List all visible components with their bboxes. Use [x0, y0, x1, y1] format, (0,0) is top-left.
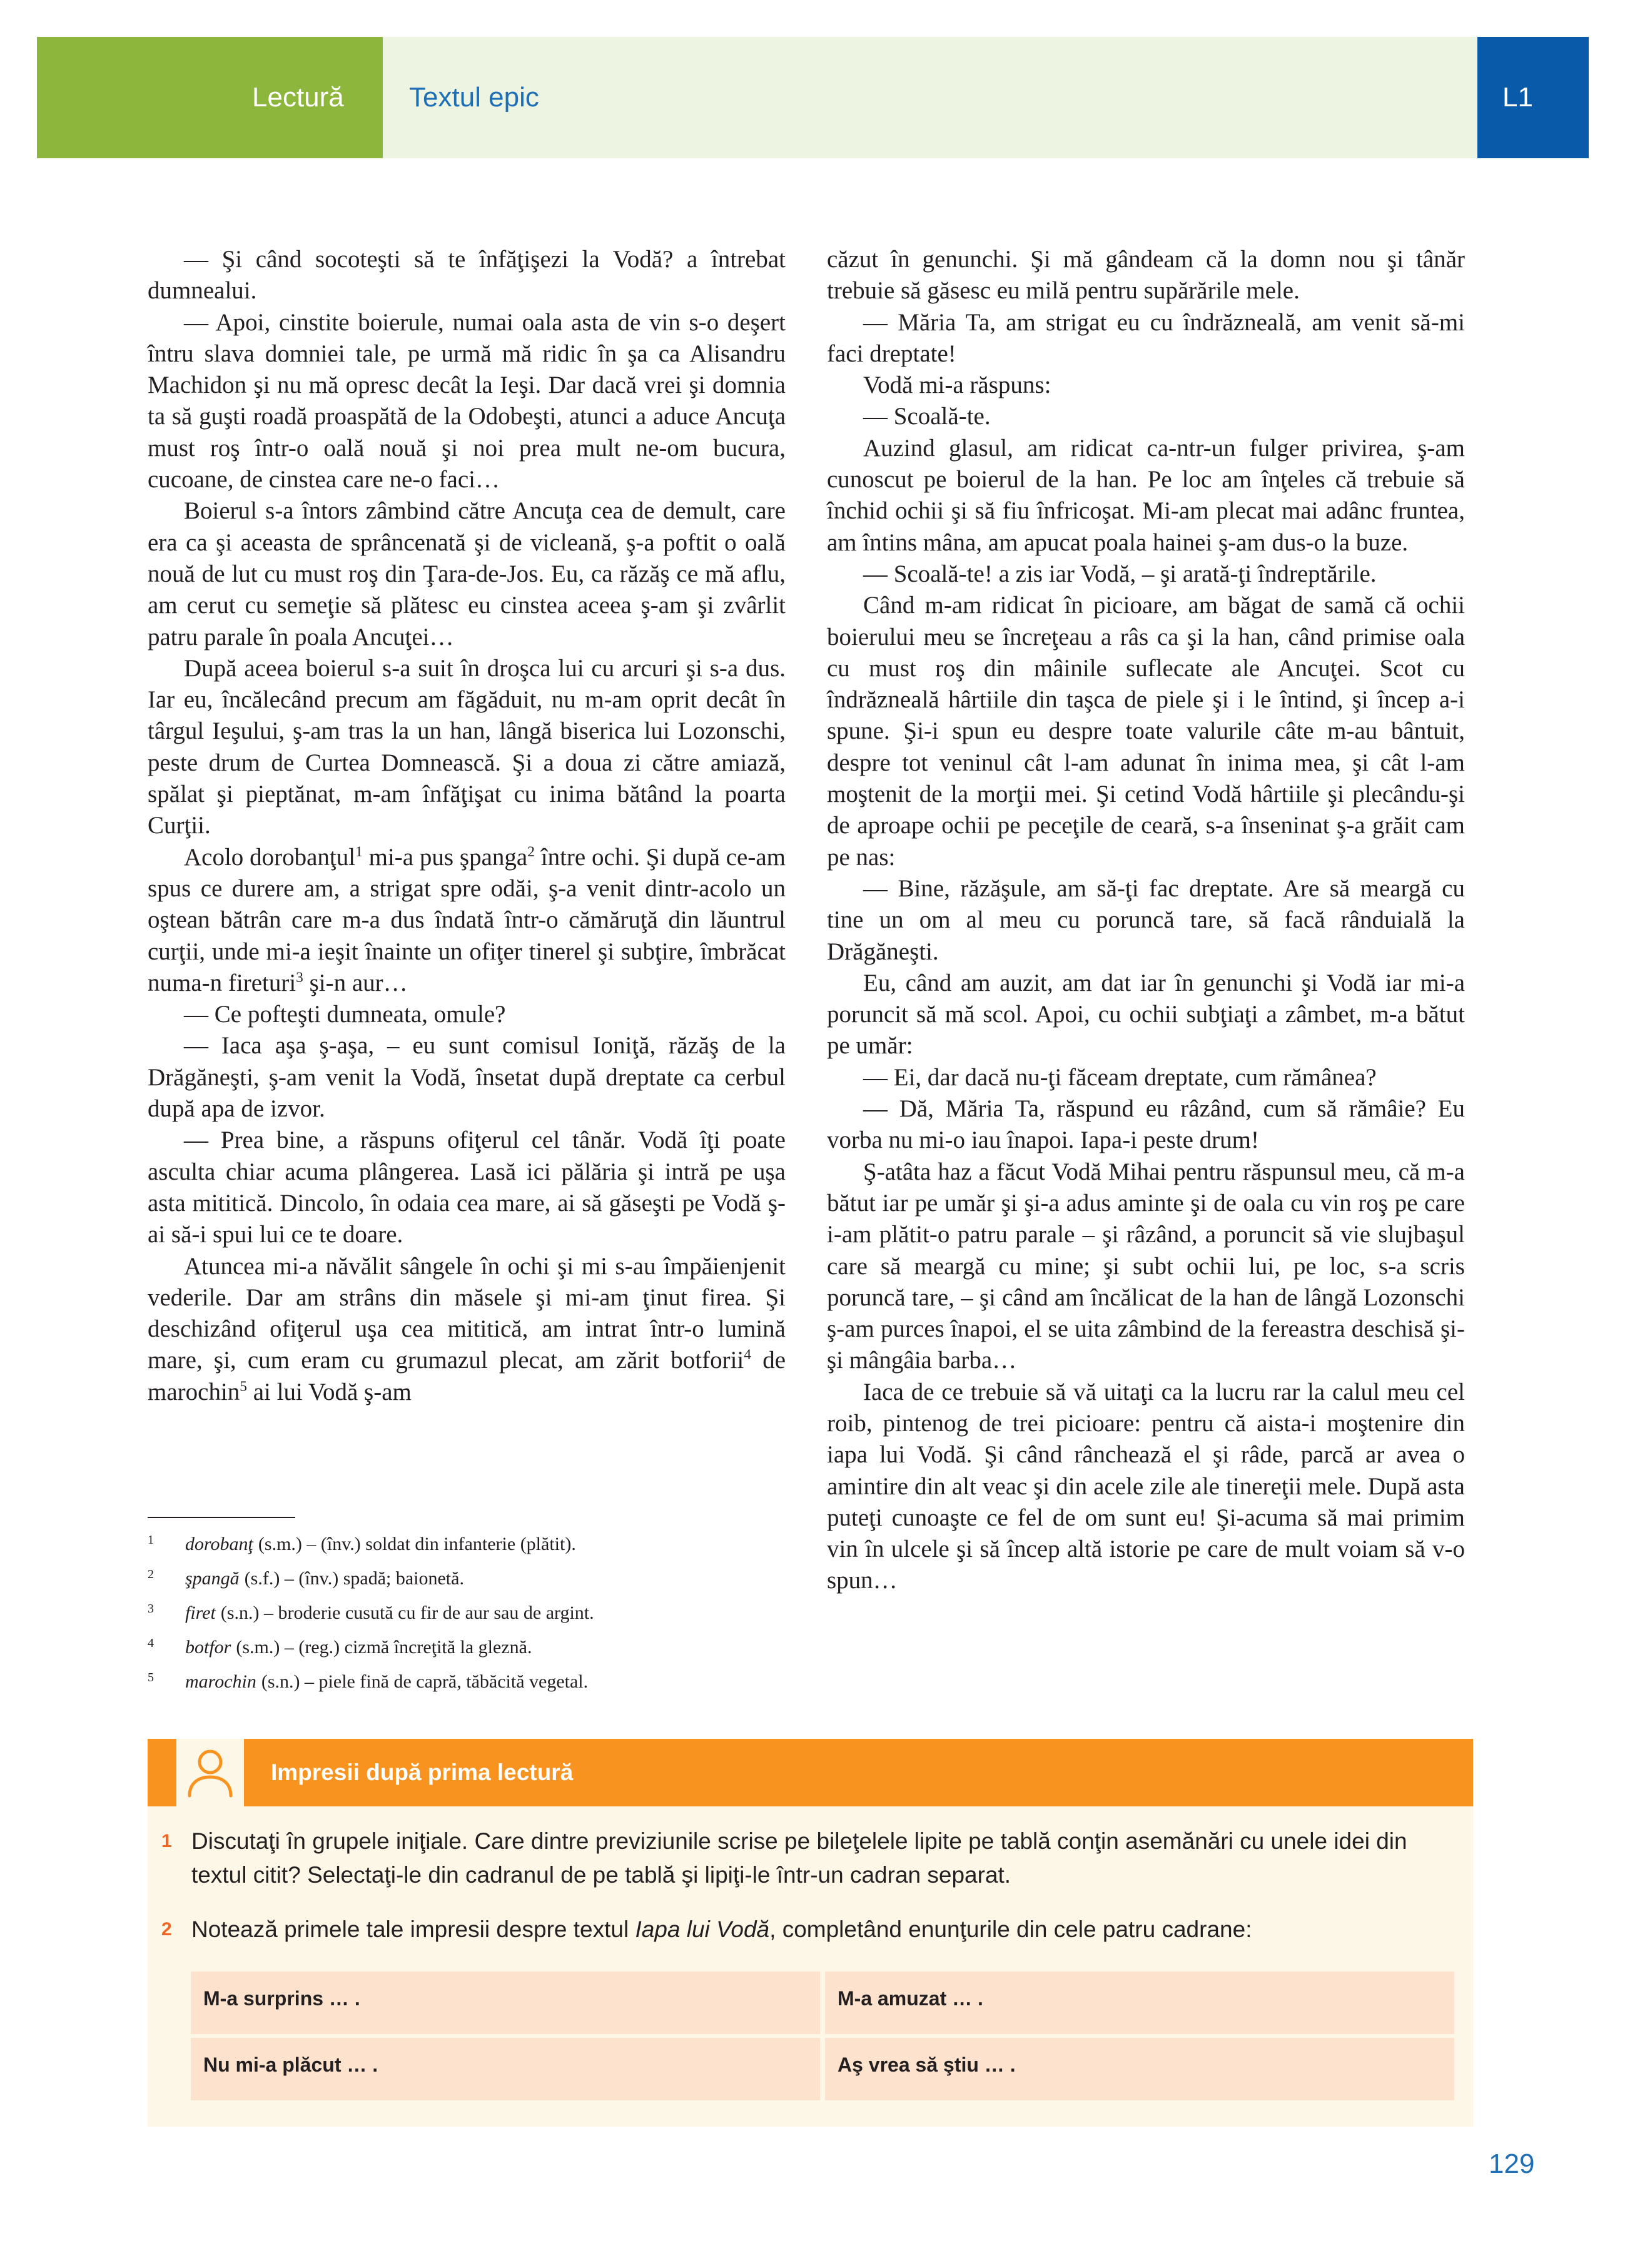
footnote-definition: (s.n.) – broderie cusută cu fir de aur sau de argint.: [220, 1602, 594, 1623]
text-run: Atuncea mi-a năvălit sângele în ochi şi mi s-au împăienjenit vederile. Dar am strâns din măsele şi mi-am ţinut firea. Şi deschizând ofiţerul uşa cea mititică, am intrat într-o lumină mare, şi, cum eram cu grumazul plecat, am zărit botforii: [148, 1252, 786, 1374]
paragraph: — Iaca aşa ş-aşa, – eu sunt comisul Ioniţă, răzăş de la Drăgăneşti, ş-am venit la Vodă, însetat după dreptate ca cerbul după apa de izvor.: [148, 1032, 786, 1123]
paragraph: După aceea boierul s-a suit în droşca lui cu arcuri şi s-a dus. Iar eu, încălecând precum am făgăduit, nu m-am oprit decât în târgul Ieşului, ş-am tras la un han, lângă biserica lui Lozonschi, peste drum de Curtea Domnească. Şi a doua zi către amiază, spălat şi pieptănat, m-am înfăţişat cu inima bătând la poarta Curţii.: [148, 654, 786, 839]
footnote-term: firet: [185, 1602, 216, 1623]
person-icon: [186, 1747, 235, 1798]
work-title: Iapa lui Vodă: [635, 1916, 770, 1942]
paragraph: căzut în genunchi. Şi mă gândeam că la domn nou şi tânăr trebuie să găsesc eu milă pentru supărările mele.: [827, 246, 1465, 305]
activity-icon-box: [176, 1739, 244, 1806]
text-run: Notează primele tale impresii despre textul: [191, 1916, 635, 1942]
header-chapter-label: Textul epic: [409, 82, 539, 113]
footnote: [148, 1562, 786, 1597]
task-text: Discutaţi în grupele iniţiale. Care dintre previziunile scrise pe bileţelele lipite pe tablă conţin asemănări cu unele idei din textul citit? Selectaţi-le din cadranul de pe tablă şi lipiţi-le într-un cadran separat.: [191, 1828, 1407, 1888]
impression-cell-surprised[interactable]: M-a surprins … .: [191, 1972, 820, 2034]
footnote-divider: [148, 1517, 295, 1518]
text-run: mi-a pus şpanga: [362, 843, 528, 871]
paragraph: — Şi când socoteşti să te înfăţişezi la Vodă? a întrebat dumnealui.: [148, 246, 786, 305]
footnote-ref: 5: [240, 1378, 247, 1395]
paragraph: — Scoală-te! a zis iar Vodă, – şi arată-ţi îndreptările.: [863, 560, 1377, 587]
paragraph: — Ce pofteşti dumneata, omule?: [184, 1001, 506, 1028]
paragraph: — Măria Ta, am strigat eu cu îndrăzneală, am venit să-mi faci dreptate!: [827, 308, 1465, 367]
header-unit-band: [1477, 37, 1589, 158]
footnote-number: 2: [148, 1567, 154, 1581]
page-number: 129: [1489, 2149, 1535, 2179]
task-number: 1: [161, 1831, 172, 1851]
header-section-label: Lectură: [252, 82, 344, 113]
activity-title: Impresii după prima lectură: [271, 1759, 574, 1785]
footnote-definition: (s.m.) – (reg.) cizmă încreţită la gleznă.: [236, 1637, 532, 1658]
impression-cell-want-to-know[interactable]: Aş vrea să ştiu … .: [825, 2038, 1454, 2100]
paragraph: — Prea bine, a răspuns ofiţerul cel tânăr. Vodă îţi poate asculta chiar acuma plângerea. Lasă ici pălăria şi intră pe uşa asta mititică. Dincolo, în odaia cea mare, ai să găseşti pe Vodă ş-ai să-i spui lui ce te doare.: [148, 1126, 786, 1248]
header-chapter-band: [383, 37, 1477, 158]
footnote: [148, 1666, 786, 1700]
header-unit-label: L1: [1502, 82, 1533, 113]
footnote-term: dorobanţ: [185, 1534, 253, 1554]
paragraph: Auzind glasul, am ridicat ca-ntr-un fulger privirea, ş-am cunoscut pe boierul de la han. Pe loc am înţeles că trebuie să închid ochii şi să fiu înfricoşat. Mi-am plecat mai adânc fruntea, am întins mâna, am apucat poala hainei ş-am dus-o la buze.: [827, 434, 1465, 556]
footnote-term: şpangă: [185, 1568, 240, 1589]
footnote: [148, 1631, 786, 1666]
task-item: [161, 1913, 1462, 1947]
text-column-right: [827, 244, 1465, 1597]
paragraph: — Apoi, cinstite boierule, numai oala asta de vin s-o deşert întru slava domniei tale, pe urmă mă ridic în şa ca Alisandru Machidon şi nu mă opresc decât la Ieşi. Dar dacă vrei şi domnia ta să guşti roadă proaspătă de la Odobeşti, atunci a aduce Ancuţa must roş într-o oală nouă şi noi prea mult ne-om bucura, cucoane, de cinstea care ne-o faci…: [148, 308, 786, 494]
footnote-ref: 1: [355, 843, 363, 860]
paragraph: — Scoală-te.: [863, 403, 991, 430]
paragraph: Eu, când am auzit, am dat iar în genunchi şi Vodă iar mi-a poruncit să mă scol. Apoi, cu ochii subţiaţi a zâmbet, m-a bătut pe umăr:: [827, 969, 1465, 1060]
footnote-ref: 4: [744, 1347, 751, 1364]
paragraph: [148, 842, 786, 999]
paragraph: Când m-am ridicat în picioare, am băgat de samă că ochii boierului meu se încreţeau a râs ca şi la han, când primise oala cu must roş din mâinile suflecate ale Ancuţei. Scot cu îndrăzneală hârtiile din taşca de piele şi i le întind, şi încep a-i spune. Şi-i spun eu despre toate valurile câte m-au bântuit, despre tot veninul cât l-am adunat în inima mea, şi cât l-am moştenit de la morţii mei. Şi cetind Vodă hârtiile şi plecându-şi de aproape ochii pe peceţile de ceară, s-a înseninat ş-a grăit cam pe nas:: [827, 592, 1465, 871]
paragraph: Boierul s-a întors zâmbind către Ancuţa cea de demult, care era ca şi aceasta de sprâncenată şi de vicleană, ş-a poftit o oală nouă de lut cu must roş din Ţara-de-Jos. Eu, ca răzăş ce mă aflu, am cerut cu semeţie să plătesc eu cinstea aceea ş-am şi zvârlit patru parale în poala Ancuţei…: [148, 497, 786, 651]
text-run: , completând enunţurile din cele patru cadrane:: [769, 1916, 1252, 1942]
footnote-term: botfor: [185, 1637, 231, 1658]
footnote-ref: 2: [527, 843, 535, 860]
paragraph: Ş-atâta haz a făcut Vodă Mihai pentru răspunsul meu, că m-a bătut iar pe umăr şi şi-a adus aminte şi de oala cu vin roş pe care i-am plătit-o patru parale – şi râzând, a poruncit să vie slujbaşul care să meargă cu mine; şi subt ochii lui, pe loc, s-a scris poruncă tare, – şi când am încălicat de la han de lângă Lozonschi ş-am purces înapoi, el se uita zâmbind de la fereastra deschisă şi-şi mângâia barba…: [827, 1158, 1465, 1374]
paragraph: Iaca de ce trebuie să vă uitaţi ca la lucru rar la calul meu cel roib, pintenog de trei picioare: pentru că aista-i moştenire din iapa lui Vodă. Şi când rânchează el şi râde, parcă ar avea o amintire din alt veac şi din acele zile ale tinereţii mele. După asta puteţi cunoaşte ce fel de om sunt eu! Şi-acuma să mai primim vin în ulcele şi să încep altă istorie pe care de mult voiam să v-o spun…: [827, 1378, 1465, 1594]
footnote-number: 1: [148, 1533, 154, 1547]
footnote-ref: 3: [296, 969, 303, 986]
text-column-left: [148, 244, 786, 1408]
footnote-number: 3: [148, 1602, 154, 1616]
paragraph: [148, 1251, 786, 1408]
impression-cell-amused[interactable]: M-a amuzat … .: [825, 1972, 1454, 2034]
text-run: Acolo dorobanţul: [184, 843, 356, 871]
task-text: [191, 1913, 1461, 1947]
paragraph: Vodă mi-a răspuns:: [863, 372, 1051, 399]
footnotes: [148, 1528, 786, 1700]
paragraph: — Dă, Măria Ta, răspund eu râzând, cum să rămâie? Eu vorba nu mi-o iau înapoi. Iapa-i peste drum!: [827, 1095, 1465, 1154]
text-run: între ochi. Şi după ce-am spus ce durere am, a strigat spre odăi, ş-a venit dintr-acolo un oştean bătrân care m-a dus îndată într-o cămăruţă din lăuntrul curţii, unde mi-a ieşit înainte un ofiţer tinerel şi subţire, îmbrăcat numa-n fireturi: [148, 843, 786, 996]
footnote: [148, 1528, 786, 1562]
text-run: şi-n aur…: [303, 969, 408, 996]
paragraph: — Bine, răzăşule, am să-ţi fac dreptate. Are să meargă cu tine un om al meu cu poruncă tare, să facă rânduială la Drăgăneşti.: [827, 874, 1465, 965]
footnote-definition: (s.m.) – (înv.) soldat din infanterie (plătit).: [258, 1534, 576, 1554]
task-item: [161, 1825, 1462, 1892]
footnote-number: 5: [148, 1671, 154, 1684]
task-number: 2: [161, 1919, 172, 1940]
footnote-definition: (s.n.) – piele fină de capră, tăbăcită vegetal.: [261, 1671, 589, 1692]
impression-cell-disliked[interactable]: Nu mi-a plăcut … .: [191, 2038, 820, 2100]
footnote-definition: (s.f.) – (înv.) spadă; baionetă.: [244, 1568, 464, 1589]
footnote: [148, 1597, 786, 1631]
footnote-term: marochin: [185, 1671, 256, 1692]
text-run: de marochin: [148, 1347, 786, 1405]
footnote-number: 4: [148, 1636, 154, 1650]
paragraph: — Ei, dar dacă nu-ţi făceam dreptate, cum rămânea?: [863, 1063, 1377, 1091]
text-run: ai lui Vodă ş-am: [246, 1378, 412, 1405]
